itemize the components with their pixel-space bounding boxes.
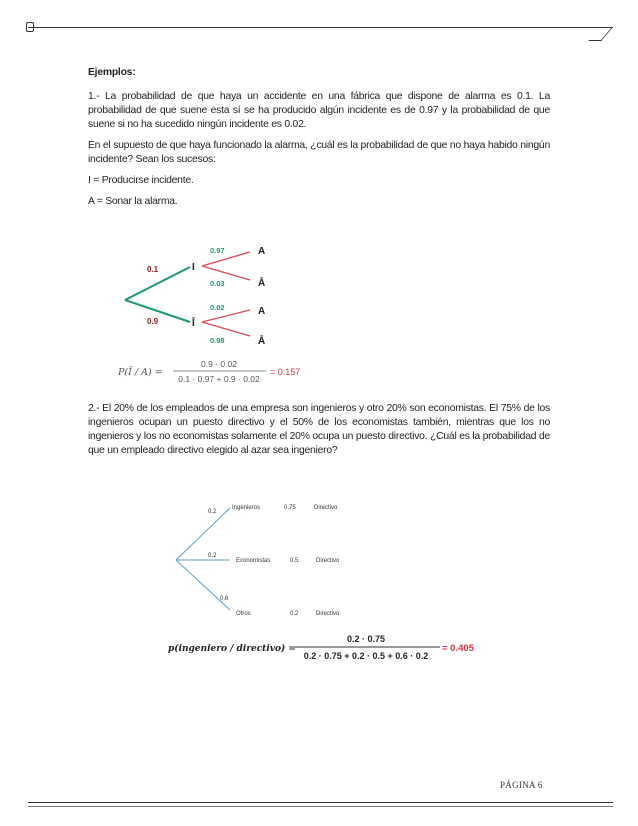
formula1-lhs: P(Ī / A) = [118,367,163,378]
label-otros: Otros [236,611,251,617]
label-ni-not-a: 0.98 [210,336,225,345]
formula2-denominator: 0.2 · 0.75 + 0.2 · 0.5 + 0.6 · 0.2 [303,651,429,661]
example1-event-i: I = Producirse incidente. [88,175,194,186]
branch-i-not-a [202,266,250,280]
result-ingenieros: Directivo [314,505,338,511]
example1-event-a: A = Sonar la alarma. [88,196,178,207]
formula1-result: = 0.157 [270,367,301,377]
label-ingenieros: Ingenieros [232,505,261,511]
result-otros: Directivo [316,611,340,617]
page-border-top [28,27,613,28]
formula2-result: = 0.405 [442,643,474,654]
example1-paragraph1: 1.- La probabilidad de que haya un accidente en una fábrica que dispone de alarma es 0.1. La probabilidad de que suene esta sí se ha producido algún incidente es de 0.97 y la probabilidad de que suene si no ha sucedido ningún incidente es 0.02. [88,91,550,130]
page-border-corner [588,27,613,41]
prob-economistas: 0.2 [208,553,217,559]
prob-ingenieros: 0.2 [208,509,217,515]
example2-block [88,402,550,465]
formula-1 [118,355,338,389]
cond-otros: 0.2 [290,611,299,617]
example2-paragraph: 2.- El 20% de los empleados de una empresa son ingenieros y otro 20% son economistas. El 75% de los ingenieros ocupan un puesto directivo y el 50% de los economistas también, mientras que los no ingenieros y los no economistas solamente el 20% ocupa un puesto directivo. ¿Cuál es la probabilidad de que un empleado directivo elegido al azar sea ingeniero? [88,403,550,456]
page-border-bottom [28,802,613,803]
node-not-i: Ī [192,318,195,329]
page-border-bottom-secondary [28,806,613,807]
branch-ni-not-a [202,322,250,336]
leaf-ni-not-a: Ā [258,336,266,347]
leaf-ni-a: A [258,306,266,317]
node-i: I [192,262,195,273]
page-content [88,66,550,216]
probability-tree-1 [110,242,310,352]
formula1-numerator: 0.9 · 0.02 [201,359,237,369]
leaf-i-a: A [258,246,266,257]
formula2-numerator: 0.2 · 0.75 [346,634,386,644]
example1-paragraph2: En el supuesto de que haya funcionado la alarma, ¿cuál es la probabilidad de que no haya habido ningún incidente? Sean los sucesos: [88,140,550,165]
page-number: PÁGINA 6 [500,780,543,790]
label-branch-i: 0.1 [147,265,159,274]
formula-2 [168,630,488,666]
formula1-denominator: 0.1 · 0.97 + 0.9 · 0.02 [178,374,260,384]
branch-otros [176,560,230,610]
label-economistas: Economistas [236,558,271,564]
prob-otros: 0.6 [220,596,229,602]
branch-ingenieros [176,508,230,560]
cond-ingenieros: 0.75 [284,505,296,511]
formula2-lhs: p(ingeniero / directivo) = [168,644,296,654]
label-ni-a: 0.02 [210,303,225,312]
label-branch-not-i: 0.9 [147,317,159,326]
leaf-i-not-a: Ā [258,278,266,289]
section-heading: Ejemplos: [88,67,136,78]
cond-economistas: 0.5 [290,558,299,564]
probability-tree-2 [170,494,370,620]
result-economistas: Directivo [316,558,340,564]
label-i-not-a: 0.03 [210,279,225,288]
label-i-a: 0.97 [210,246,225,255]
